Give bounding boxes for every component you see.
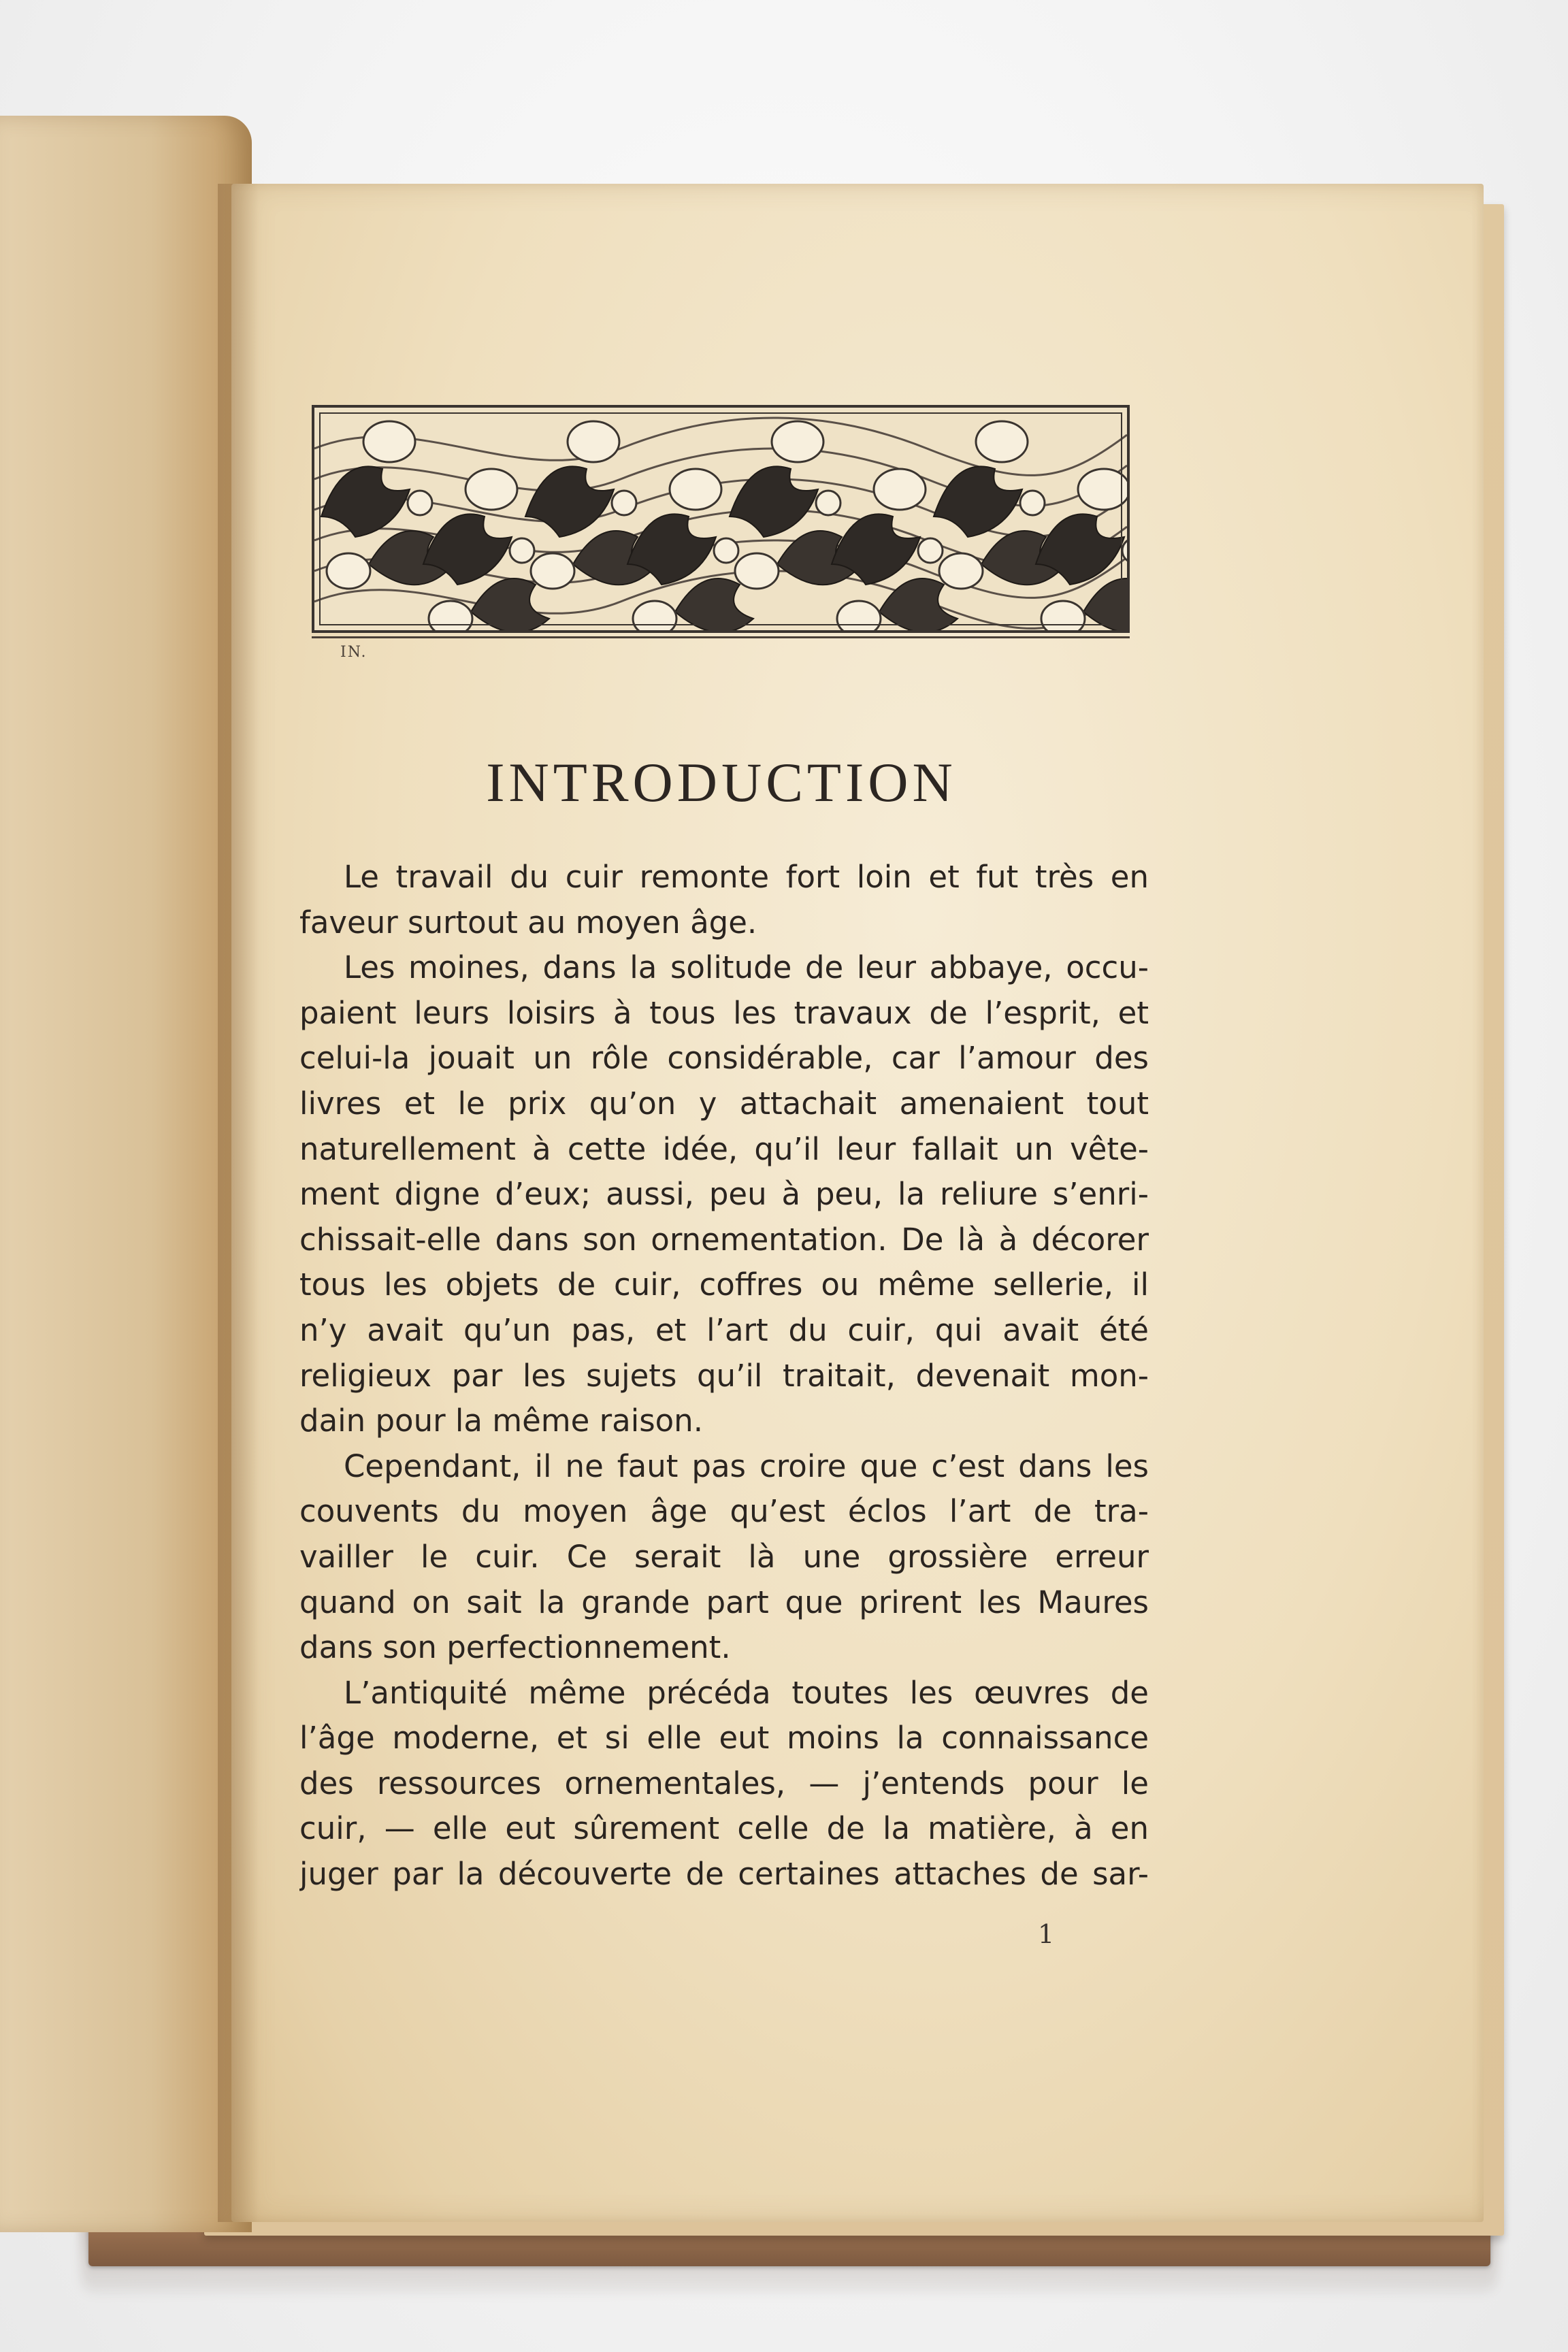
text-line: tous les objets de cuir, coffres ou même sellerie, il <box>299 1267 1149 1303</box>
text-line: vailler le cuir. Ce serait là une grossière erreur <box>299 1538 1149 1575</box>
text-line: chissait-elle dans son ornementation. De là à décorer <box>299 1221 1149 1258</box>
text-line: Cependant, il ne faut pas croire que c’est dans les <box>344 1448 1149 1484</box>
text-line: des ressources ornementales, — j’entends pour le <box>299 1765 1149 1801</box>
floral-headpiece-ornament <box>312 405 1130 633</box>
chapter-title: INTRODUCTION <box>486 751 957 813</box>
text-line: l’âge moderne, et si elle eut moins la connaissance <box>299 1720 1149 1757</box>
text-line: paient leurs loisirs à tous les travaux de l’esprit, et <box>299 994 1149 1031</box>
text-line: quand on sait la grande part que prirent les Maures <box>299 1584 1149 1620</box>
engraver-mark: IN. <box>340 644 368 661</box>
text-line: Les moines, dans la solitude de leur abbaye, occu- <box>344 949 1149 986</box>
text-line: naturellement à cette idée, qu’il leur fallait un vête- <box>299 1130 1149 1167</box>
floral-pattern-icon <box>314 408 1127 630</box>
text-line: cuir, — elle eut sûrement celle de la matière, à en <box>299 1810 1149 1847</box>
text-line: juger par la découverte de certaines attaches de sar- <box>299 1856 1149 1893</box>
text-line: religieux par les sujets qu’il traitait, devenait mon- <box>299 1357 1149 1394</box>
text-line: celui-la jouait un rôle considérable, car l’amour des <box>299 1040 1149 1077</box>
text-line: dain pour la même raison. <box>299 1403 703 1439</box>
text-line: couvents du moyen âge qu’est éclos l’art de tra- <box>299 1493 1149 1530</box>
text-line: n’y avait qu’un pas, et l’art du cuir, qui avait été <box>299 1311 1149 1348</box>
text-line: faveur surtout au moyen âge. <box>299 904 757 941</box>
text-line: Le travail du cuir remonte fort loin et fut très en <box>344 859 1149 895</box>
body-text <box>299 855 1149 1897</box>
left-page <box>0 116 252 2232</box>
page-number: 1 <box>1038 1919 1055 1949</box>
text-line: ment digne d’eux; aussi, peu à peu, la reliure s’enri- <box>299 1176 1149 1213</box>
text-line: livres et le prix qu’on y attachait amenaient tout <box>299 1085 1149 1122</box>
text-line: dans son perfectionnement. <box>299 1629 731 1666</box>
text-line: L’antiquité même précéda toutes les œuvres de <box>344 1674 1149 1711</box>
ornament-rule <box>312 636 1130 638</box>
book-gutter <box>218 184 259 2222</box>
